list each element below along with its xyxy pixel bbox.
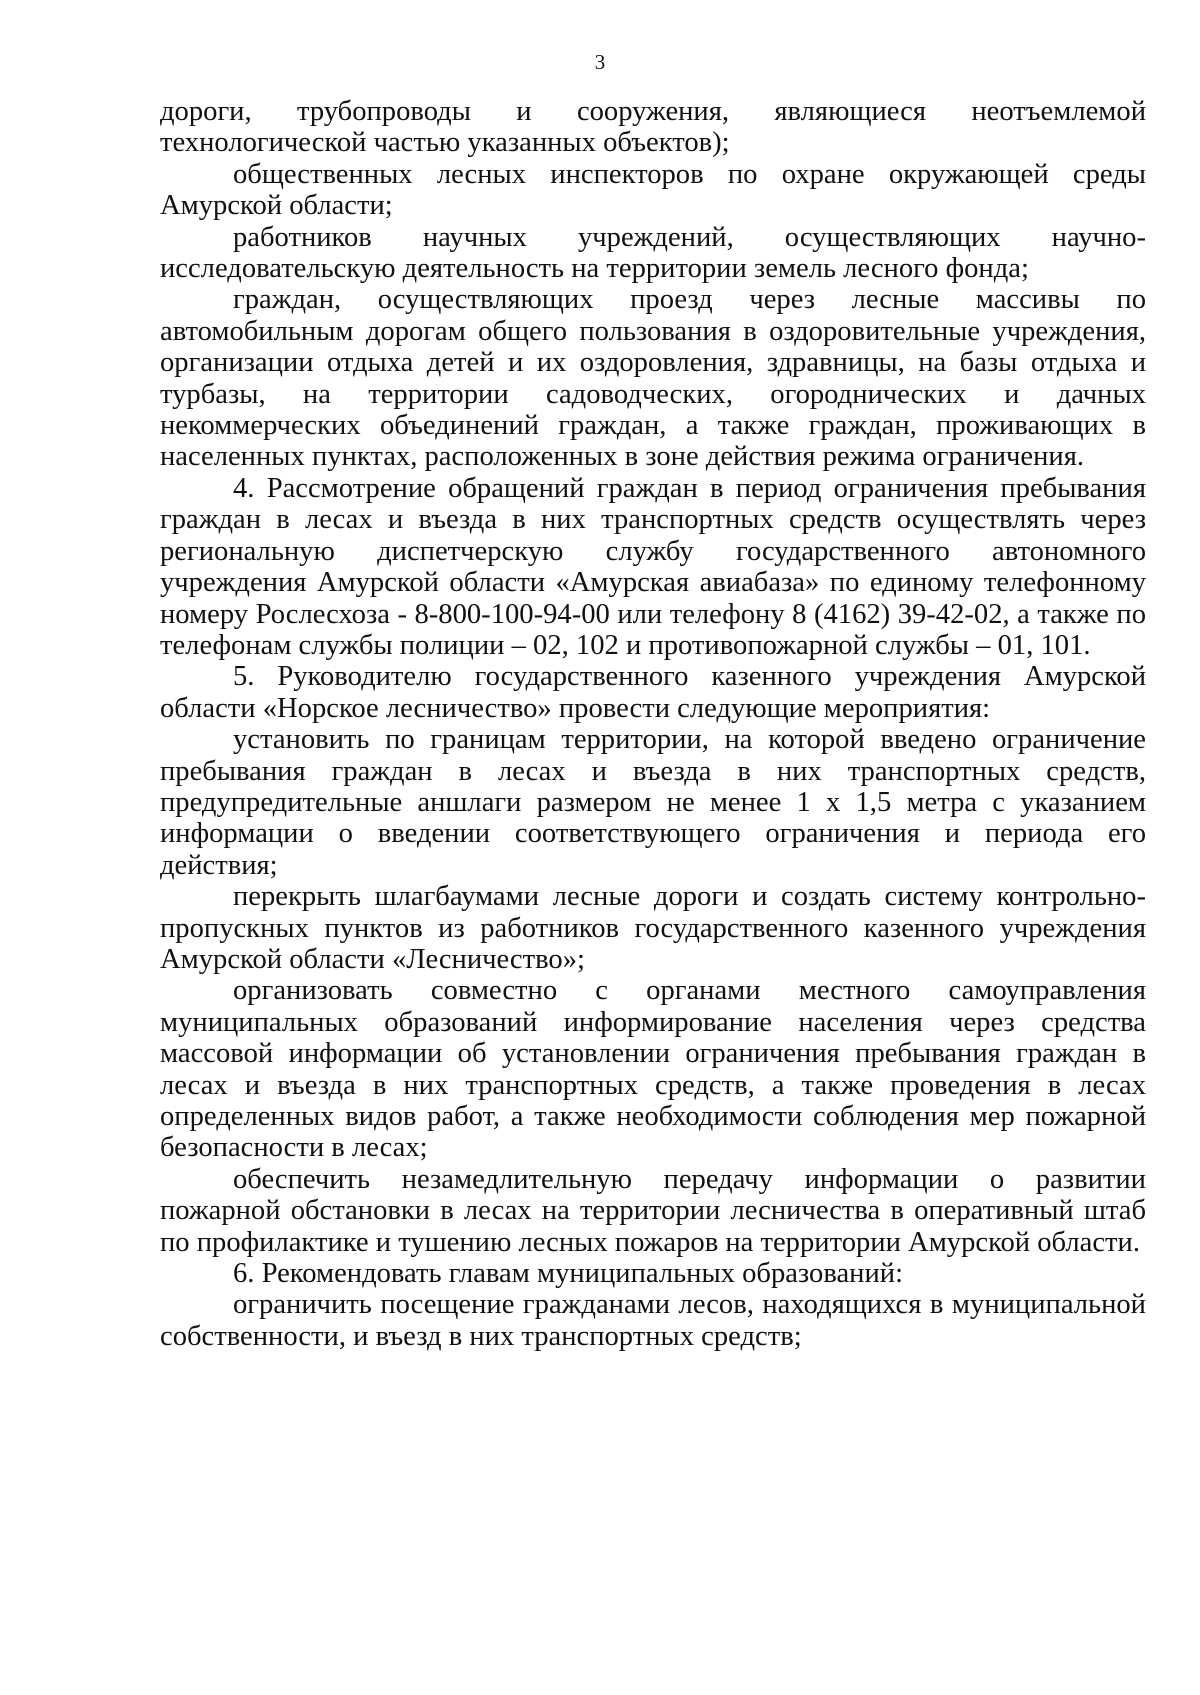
paragraph-restrict-visits: ограничить посещение гражданами лесов, находящихся в муниципальной собственности, и въезд в них транспортных средств; — [160, 1289, 1146, 1352]
page-number: 3 — [594, 50, 606, 74]
paragraph-continuation: дороги, трубопроводы и сооружения, являющиеся неотъемлемой технологической частью указанных объектов); — [160, 96, 1146, 159]
paragraph-public-inspectors: общественных лесных инспекторов по охране окружающей среды Амурской области; — [160, 158, 1146, 222]
paragraph-barriers: перекрыть шлагбаумами лесные дороги и создать систему контрольно-пропускных пунктов из работников государственного казенного учреждения Амурской области «Лесничество»; — [160, 881, 1146, 975]
paragraph-item-4: 4. Рассмотрение обращений граждан в период ограничения пребывания граждан в лесах и въезда в них транспортных средств осуществлять через региональную диспетчерскую службу государственного автономного учреждения Амурской области «Амурская авиабаза» по единому телефонному номеру Рослесхоза - 8-800-100-94-00 или телефону 8 (4162) 39-42-02, а также по телефонам службы полиции – 02, 102 и противопожарной службы – 01, 101. — [160, 472, 1146, 661]
paragraph-inform-population: организовать совместно с органами местного самоуправления муниципальных образований информирование населения через средства массовой информации об установлении ограничения пребывания граждан в лесах и въезда в них транспортных средств, а также проведения в лесах определенных видов работ, а также необходимости соблюдения мер пожарной безопасности в лесах; — [160, 975, 1146, 1164]
paragraph-install-signs: установить по границам территории, на которой введено ограничение пребывания граждан в лесах и въезда в них транспортных средств, предупредительные аншлаги размером не менее 1 х 1,5 метра с указанием информации о введении соответствующего ограничения и периода его действия; — [160, 724, 1146, 881]
document-body — [160, 96, 1146, 1352]
paragraph-item-5: 5. Руководителю государственного казенного учреждения Амурской области «Норское лесничество» провести следующие мероприятия: — [160, 661, 1146, 724]
paragraph-item-6: 6. Рекомендовать главам муниципальных образований: — [233, 1258, 904, 1290]
paragraph-scientific-workers: работников научных учреждений, осуществляющих научно-исследовательскую деятельность на территории земель лесного фонда; — [160, 221, 1146, 285]
paragraph-fire-info-transfer: обеспечить незамедлительную передачу информации о развитии пожарной обстановки в лесах на территории лесничества в оперативный штаб по профилактике и тушению лесных пожаров на территории Амурской области. — [160, 1163, 1146, 1258]
paragraph-citizens-passage: граждан, осуществляющих проезд через лесные массивы по автомобильным дорогам общего пользования в оздоровительные учреждения, организации отдыха детей и их оздоровления, здравницы, на базы отдыха и турбазы, на территории садоводческих, огороднических и дачных некоммерческих объединений граждан, а также граждан, проживающих в населенных пунктах, расположенных в зоне действия режима ограничения. — [160, 284, 1146, 473]
